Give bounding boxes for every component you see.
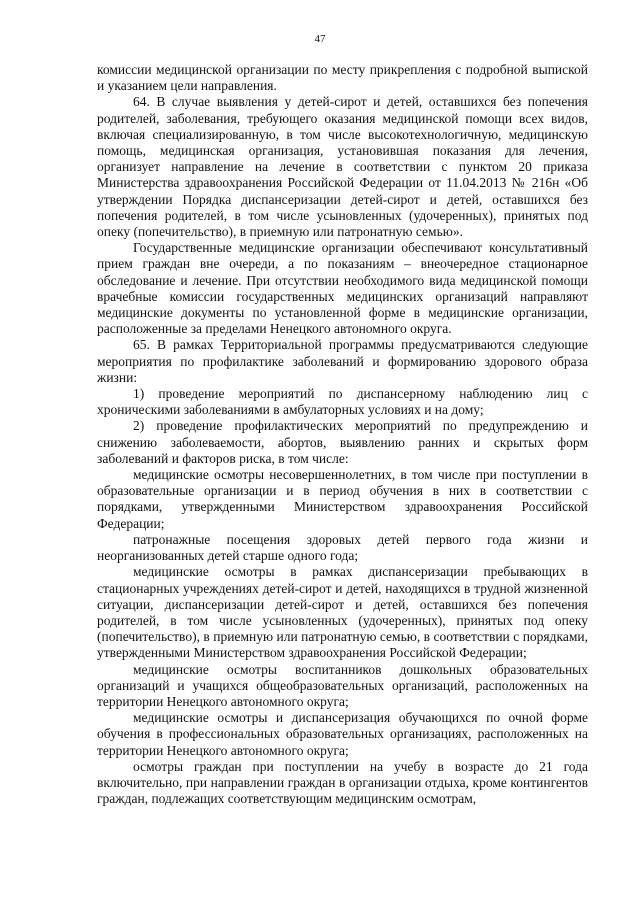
- paragraph: комиссии медицинской организации по месту прикрепления с подробной выпиской и указанием цели направления.: [97, 62, 588, 94]
- paragraph: 64. В случае выявления у детей-сирот и детей, оставшихся без попечения родителей, заболевания, требующего оказания медицинской помощи всех видов, включая специализированную, в том числе высокотехнологичную, медицинскую помощь, медицинская организация, установившая показания для лечения, организует направление на лечение в соответствии с пунктом 20 приказа Министерства здравоохранения Российской Федерации от 11.04.2013 № 216н «Об утверждении Порядка диспансеризации детей-сирот и детей, оставшихся без попечения родителей, в том числе усыновленных (удочеренных), принятых под опеку (попечительство), в приемную или патронатную семью».: [97, 94, 588, 240]
- paragraph: 1) проведение мероприятий по диспансерному наблюдению лиц с хроническими заболеваниями в амбулаторных условиях и на дому;: [97, 386, 588, 418]
- paragraph: медицинские осмотры воспитанников дошкольных образовательных организаций и учащихся общеобразовательных организаций, расположенных на территории Ненецкого автономного округа;: [97, 661, 588, 709]
- paragraph: медицинские осмотры в рамках диспансеризации пребывающих в стационарных учреждениях детей-сирот и детей, находящихся в трудной жизненной ситуации, диспансеризации детей-сирот и детей, оставшихся без попечения родителей, в том числе усыновленных (удочеренных), принятых под опеку (попечительство), в приемную или патронатную семью, в соответствии с порядками, утвержденными Министерством здравоохранения Российской Федерации;: [97, 564, 588, 661]
- paragraph: Государственные медицинские организации обеспечивают консультативный прием граждан вне очереди, а по показаниям – внеочередное стационарное обследование и лечение. При отсутствии необходимого вида медицинской помощи врачебные комиссии государственных медицинских организаций направляют медицинские документы по установленной форме в медицинские организации, расположенные за пределами Ненецкого автономного округа.: [97, 240, 588, 337]
- paragraph: медицинские осмотры и диспансеризация обучающихся по очной форме обучения в профессиональных образовательных организациях, расположенных на территории Ненецкого автономного округа;: [97, 710, 588, 758]
- page-number: 47: [314, 33, 326, 45]
- paragraph: патронажные посещения здоровых детей первого года жизни и неорганизованных детей старше одного года;: [97, 531, 588, 564]
- document-body: [97, 62, 588, 807]
- paragraph: осмотры граждан при поступлении на учебу в возрасте до 21 года включительно, при направлении граждан в организации отдыха, кроме контингентов граждан, подлежащих соответствующим медицинским осмотрам,: [97, 758, 588, 807]
- paragraph: 2) проведение профилактических мероприятий по предупреждению и снижению заболеваемости, абортов, выявлению ранних и скрытых форм заболеваний и факторов риска, в том числе:: [97, 418, 588, 466]
- paragraph: медицинские осмотры несовершеннолетних, в том числе при поступлении в образовательные организации и в период обучения в них в соответствии с порядками, утвержденными Министерством здравоохранения Российской Федерации;: [97, 467, 588, 531]
- paragraph: 65. В рамках Территориальной программы предусматриваются следующие мероприятия по профилактике заболеваний и формированию здорового образа жизни:: [97, 337, 588, 385]
